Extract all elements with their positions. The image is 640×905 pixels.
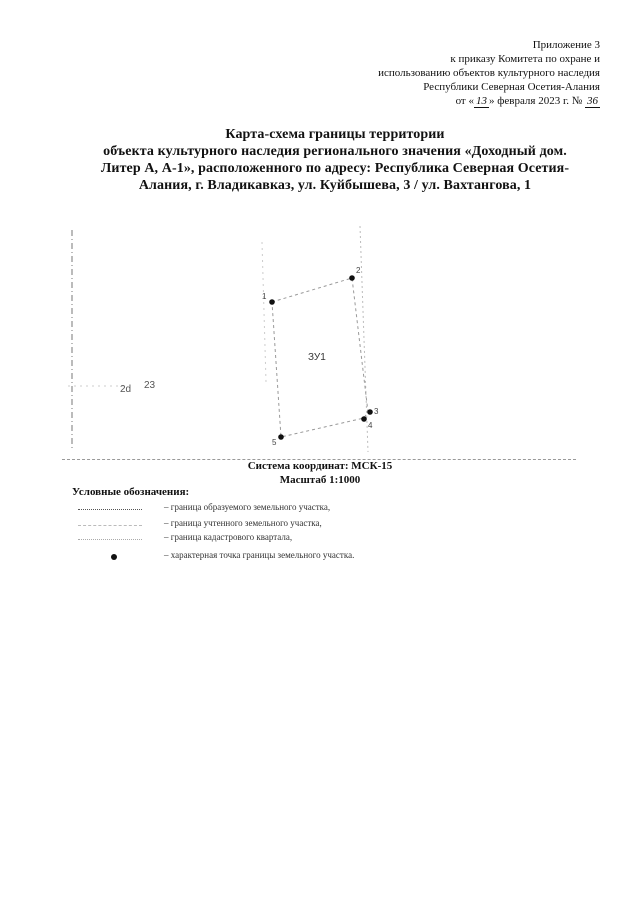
title-line: Карта-схема границы территории xyxy=(225,127,445,142)
date-day: 13 xyxy=(476,95,487,107)
recorded-boundary-symbol xyxy=(78,525,142,526)
appendix-date-line xyxy=(378,94,600,108)
appendix-line: Республики Северная Осетия-Алания xyxy=(423,81,600,93)
boundary-point-symbol xyxy=(111,554,117,560)
boundary-point-4 xyxy=(361,416,367,422)
legend-item xyxy=(72,532,432,548)
appendix-line: Приложение 3 xyxy=(532,39,600,51)
formed-boundary-symbol xyxy=(78,509,142,510)
cadastral-quarter-symbol xyxy=(78,539,142,540)
legend-item xyxy=(72,502,432,518)
quarter-number-label: 23 xyxy=(144,380,156,391)
legend-item-text: – граница учтенного земельного участка, xyxy=(164,518,322,528)
boundary-point-5 xyxy=(278,434,284,440)
legend-title: Условные обозначения: xyxy=(72,486,190,498)
legend-item-text: – граница кадастрового квартала, xyxy=(164,532,293,542)
recorded-boundary-line xyxy=(262,242,266,382)
appendix-block xyxy=(378,38,600,108)
parcel-label: ЗУ1 xyxy=(308,352,326,363)
legend-item xyxy=(72,550,432,566)
date-prefix: от « xyxy=(455,95,474,107)
map-scheme xyxy=(68,222,398,458)
doc-number: 36 xyxy=(587,95,598,107)
date-middle: » февраля 2023 г. № xyxy=(489,95,583,107)
boundary-point-3 xyxy=(367,409,373,415)
document-title xyxy=(40,126,630,194)
point-label-3: 3 xyxy=(374,407,379,416)
legend-item-text: – характерная точка границы земельного участка. xyxy=(164,550,355,560)
legend-item-text: – граница образуемого земельного участка, xyxy=(164,502,331,512)
title-line: объекта культурного наследия регионального значения «Доходный дом. xyxy=(103,144,567,159)
point-label-4: 4 xyxy=(368,421,373,430)
appendix-line: к приказу Комитета по охране и xyxy=(450,53,600,65)
appendix-line: использованию объектов культурного наследия xyxy=(378,67,600,79)
scale-caption: Масштаб 1:1000 xyxy=(279,474,361,486)
point-label-2: 2 xyxy=(356,266,361,275)
title-line: Алания, г. Владикавказ, ул. Куйбышева, 3 / ул. Вахтангова, 1 xyxy=(138,178,532,193)
title-line: Литер А, А-1», расположенного по адресу: Республика Северная Осетия- xyxy=(100,161,570,176)
boundary-point-2 xyxy=(349,275,355,281)
point-label-5: 5 xyxy=(272,438,277,447)
boundary-point-1 xyxy=(269,299,275,305)
coordinate-system-caption: Система координат: МСК-15 xyxy=(247,460,393,472)
map-drawing xyxy=(68,222,398,458)
point-label-1: 1 xyxy=(262,292,267,301)
quarter-prefix-label: 2d xyxy=(120,384,132,395)
